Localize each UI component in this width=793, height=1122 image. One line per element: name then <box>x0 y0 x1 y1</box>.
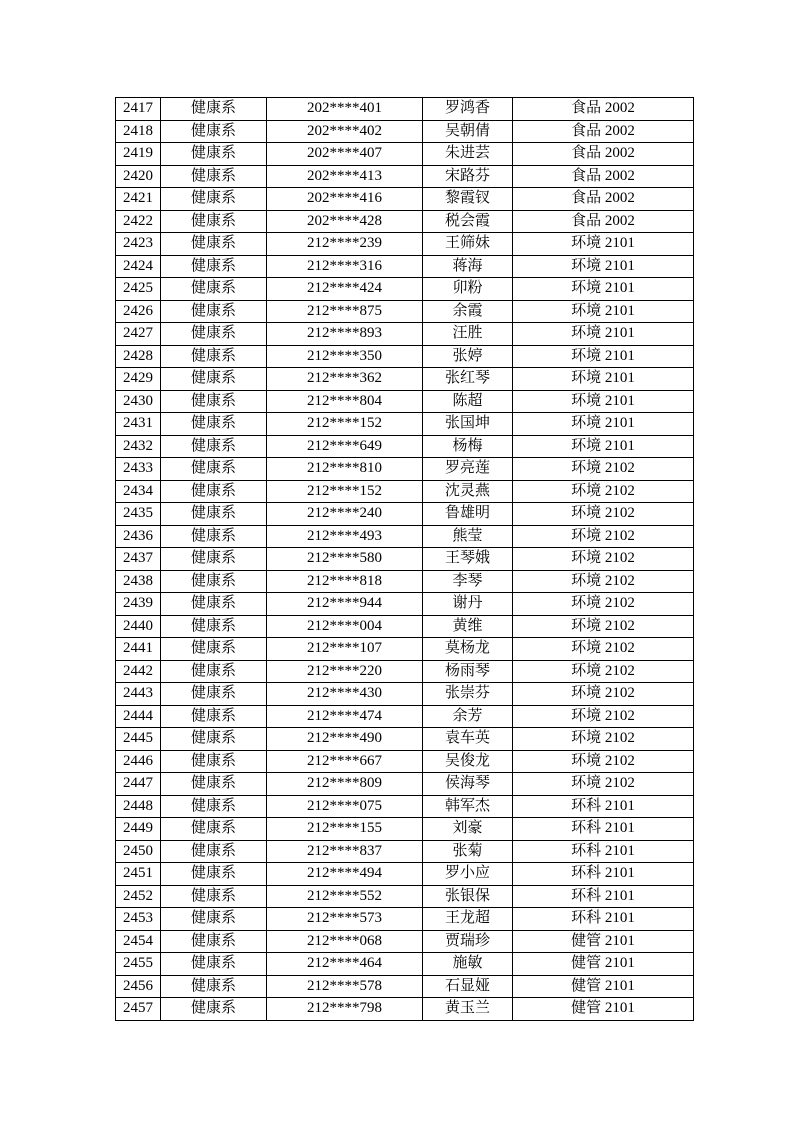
student-name-cell: 王琴娥 <box>423 548 513 571</box>
student-id-cell: 212****649 <box>267 435 423 458</box>
row-number-cell: 2429 <box>116 368 161 391</box>
table-row <box>116 255 694 278</box>
class-name-cell: 食品 2002 <box>513 98 694 121</box>
department-cell: 健康系 <box>161 908 267 931</box>
student-name-cell: 莫杨龙 <box>423 638 513 661</box>
class-name-cell: 环境 2102 <box>513 480 694 503</box>
student-id-cell: 212****350 <box>267 345 423 368</box>
student-name-cell: 施敏 <box>423 953 513 976</box>
row-number-cell: 2433 <box>116 458 161 481</box>
student-id-cell: 212****220 <box>267 660 423 683</box>
department-cell: 健康系 <box>161 570 267 593</box>
class-name-cell: 环境 2102 <box>513 570 694 593</box>
department-cell: 健康系 <box>161 458 267 481</box>
student-name-cell: 张银保 <box>423 885 513 908</box>
row-number-cell: 2445 <box>116 728 161 751</box>
student-name-cell: 税会霞 <box>423 210 513 233</box>
student-name-cell: 王筛妹 <box>423 233 513 256</box>
table-row <box>116 525 694 548</box>
student-id-cell: 212****798 <box>267 998 423 1021</box>
student-id-cell: 212****552 <box>267 885 423 908</box>
row-number-cell: 2434 <box>116 480 161 503</box>
class-name-cell: 食品 2002 <box>513 188 694 211</box>
student-id-cell: 202****428 <box>267 210 423 233</box>
department-cell: 健康系 <box>161 975 267 998</box>
class-name-cell: 食品 2002 <box>513 143 694 166</box>
department-cell: 健康系 <box>161 210 267 233</box>
department-cell: 健康系 <box>161 503 267 526</box>
student-id-cell: 212****155 <box>267 818 423 841</box>
student-name-cell: 刘豪 <box>423 818 513 841</box>
row-number-cell: 2421 <box>116 188 161 211</box>
class-name-cell: 食品 2002 <box>513 120 694 143</box>
student-name-cell: 石显娅 <box>423 975 513 998</box>
student-name-cell: 张菊 <box>423 840 513 863</box>
department-cell: 健康系 <box>161 435 267 458</box>
class-name-cell: 环境 2101 <box>513 300 694 323</box>
department-cell: 健康系 <box>161 143 267 166</box>
department-cell: 健康系 <box>161 998 267 1021</box>
row-number-cell: 2457 <box>116 998 161 1021</box>
row-number-cell: 2448 <box>116 795 161 818</box>
class-name-cell: 健管 2101 <box>513 975 694 998</box>
department-cell: 健康系 <box>161 638 267 661</box>
student-id-cell: 202****401 <box>267 98 423 121</box>
department-cell: 健康系 <box>161 480 267 503</box>
table-row <box>116 345 694 368</box>
table-row <box>116 930 694 953</box>
student-id-cell: 212****474 <box>267 705 423 728</box>
student-name-cell: 李琴 <box>423 570 513 593</box>
table-row <box>116 660 694 683</box>
table-row <box>116 480 694 503</box>
table-row <box>116 818 694 841</box>
student-id-cell: 212****578 <box>267 975 423 998</box>
student-id-cell: 212****430 <box>267 683 423 706</box>
row-number-cell: 2454 <box>116 930 161 953</box>
student-id-cell: 212****240 <box>267 503 423 526</box>
class-name-cell: 环境 2102 <box>513 638 694 661</box>
table-row <box>116 705 694 728</box>
student-name-cell: 余芳 <box>423 705 513 728</box>
department-cell: 健康系 <box>161 165 267 188</box>
row-number-cell: 2420 <box>116 165 161 188</box>
class-name-cell: 食品 2002 <box>513 210 694 233</box>
student-id-cell: 212****837 <box>267 840 423 863</box>
roster-table-body <box>116 98 694 1021</box>
class-name-cell: 环境 2101 <box>513 413 694 436</box>
row-number-cell: 2424 <box>116 255 161 278</box>
class-name-cell: 环境 2102 <box>513 683 694 706</box>
student-id-cell: 202****416 <box>267 188 423 211</box>
row-number-cell: 2436 <box>116 525 161 548</box>
table-row <box>116 908 694 931</box>
class-name-cell: 健管 2101 <box>513 930 694 953</box>
student-id-cell: 202****407 <box>267 143 423 166</box>
table-row <box>116 165 694 188</box>
student-name-cell: 宋路芬 <box>423 165 513 188</box>
class-name-cell: 食品 2002 <box>513 165 694 188</box>
class-name-cell: 环境 2102 <box>513 660 694 683</box>
student-id-cell: 212****316 <box>267 255 423 278</box>
department-cell: 健康系 <box>161 863 267 886</box>
class-name-cell: 环科 2101 <box>513 840 694 863</box>
student-name-cell: 朱进芸 <box>423 143 513 166</box>
class-name-cell: 环境 2102 <box>513 503 694 526</box>
row-number-cell: 2449 <box>116 818 161 841</box>
student-id-cell: 212****068 <box>267 930 423 953</box>
row-number-cell: 2428 <box>116 345 161 368</box>
student-id-cell: 212****573 <box>267 908 423 931</box>
row-number-cell: 2422 <box>116 210 161 233</box>
department-cell: 健康系 <box>161 413 267 436</box>
student-id-cell: 212****464 <box>267 953 423 976</box>
table-row <box>116 998 694 1021</box>
department-cell: 健康系 <box>161 120 267 143</box>
student-name-cell: 罗小应 <box>423 863 513 886</box>
student-name-cell: 侯海琴 <box>423 773 513 796</box>
student-id-cell: 212****809 <box>267 773 423 796</box>
department-cell: 健康系 <box>161 615 267 638</box>
student-name-cell: 罗鸿香 <box>423 98 513 121</box>
student-id-cell: 212****893 <box>267 323 423 346</box>
row-number-cell: 2432 <box>116 435 161 458</box>
class-name-cell: 环境 2101 <box>513 345 694 368</box>
row-number-cell: 2438 <box>116 570 161 593</box>
class-name-cell: 健管 2101 <box>513 998 694 1021</box>
table-row <box>116 98 694 121</box>
class-name-cell: 环境 2102 <box>513 773 694 796</box>
department-cell: 健康系 <box>161 278 267 301</box>
row-number-cell: 2426 <box>116 300 161 323</box>
row-number-cell: 2444 <box>116 705 161 728</box>
row-number-cell: 2431 <box>116 413 161 436</box>
row-number-cell: 2456 <box>116 975 161 998</box>
student-name-cell: 汪胜 <box>423 323 513 346</box>
department-cell: 健康系 <box>161 525 267 548</box>
department-cell: 健康系 <box>161 390 267 413</box>
student-id-cell: 212****804 <box>267 390 423 413</box>
student-id-cell: 212****075 <box>267 795 423 818</box>
department-cell: 健康系 <box>161 300 267 323</box>
student-name-cell: 蒋海 <box>423 255 513 278</box>
department-cell: 健康系 <box>161 818 267 841</box>
row-number-cell: 2451 <box>116 863 161 886</box>
class-name-cell: 环境 2102 <box>513 525 694 548</box>
class-name-cell: 环科 2101 <box>513 818 694 841</box>
table-row <box>116 885 694 908</box>
table-row <box>116 210 694 233</box>
department-cell: 健康系 <box>161 795 267 818</box>
department-cell: 健康系 <box>161 660 267 683</box>
table-row <box>116 638 694 661</box>
table-row <box>116 570 694 593</box>
student-id-cell: 212****810 <box>267 458 423 481</box>
department-cell: 健康系 <box>161 98 267 121</box>
student-name-cell: 罗亮莲 <box>423 458 513 481</box>
department-cell: 健康系 <box>161 548 267 571</box>
row-number-cell: 2446 <box>116 750 161 773</box>
class-name-cell: 环科 2101 <box>513 863 694 886</box>
class-name-cell: 环境 2102 <box>513 750 694 773</box>
table-row <box>116 548 694 571</box>
row-number-cell: 2442 <box>116 660 161 683</box>
department-cell: 健康系 <box>161 728 267 751</box>
department-cell: 健康系 <box>161 593 267 616</box>
class-name-cell: 环境 2102 <box>513 615 694 638</box>
table-row <box>116 435 694 458</box>
student-name-cell: 杨梅 <box>423 435 513 458</box>
student-name-cell: 熊莹 <box>423 525 513 548</box>
department-cell: 健康系 <box>161 885 267 908</box>
class-name-cell: 健管 2101 <box>513 953 694 976</box>
row-number-cell: 2453 <box>116 908 161 931</box>
student-name-cell: 鲁雄明 <box>423 503 513 526</box>
student-id-cell: 212****490 <box>267 728 423 751</box>
student-roster-table <box>115 97 694 1021</box>
department-cell: 健康系 <box>161 368 267 391</box>
student-name-cell: 张婷 <box>423 345 513 368</box>
table-row <box>116 188 694 211</box>
class-name-cell: 环境 2101 <box>513 390 694 413</box>
class-name-cell: 环境 2102 <box>513 548 694 571</box>
department-cell: 健康系 <box>161 188 267 211</box>
student-id-cell: 212****580 <box>267 548 423 571</box>
class-name-cell: 环境 2101 <box>513 368 694 391</box>
student-id-cell: 212****875 <box>267 300 423 323</box>
department-cell: 健康系 <box>161 255 267 278</box>
student-name-cell: 陈超 <box>423 390 513 413</box>
class-name-cell: 环境 2102 <box>513 728 694 751</box>
table-row <box>116 840 694 863</box>
row-number-cell: 2439 <box>116 593 161 616</box>
row-number-cell: 2437 <box>116 548 161 571</box>
table-row <box>116 975 694 998</box>
student-name-cell: 王龙超 <box>423 908 513 931</box>
table-row <box>116 503 694 526</box>
department-cell: 健康系 <box>161 840 267 863</box>
student-id-cell: 212****424 <box>267 278 423 301</box>
table-row <box>116 750 694 773</box>
department-cell: 健康系 <box>161 773 267 796</box>
student-name-cell: 贾瑞珍 <box>423 930 513 953</box>
row-number-cell: 2430 <box>116 390 161 413</box>
table-row <box>116 953 694 976</box>
table-row <box>116 795 694 818</box>
row-number-cell: 2447 <box>116 773 161 796</box>
table-row <box>116 300 694 323</box>
row-number-cell: 2435 <box>116 503 161 526</box>
class-name-cell: 环境 2101 <box>513 278 694 301</box>
student-name-cell: 沈灵燕 <box>423 480 513 503</box>
table-row <box>116 863 694 886</box>
department-cell: 健康系 <box>161 345 267 368</box>
table-row <box>116 615 694 638</box>
department-cell: 健康系 <box>161 750 267 773</box>
student-name-cell: 黎霞钗 <box>423 188 513 211</box>
row-number-cell: 2419 <box>116 143 161 166</box>
student-id-cell: 212****152 <box>267 480 423 503</box>
table-row <box>116 233 694 256</box>
department-cell: 健康系 <box>161 953 267 976</box>
student-name-cell: 谢丹 <box>423 593 513 616</box>
row-number-cell: 2425 <box>116 278 161 301</box>
student-name-cell: 韩军杰 <box>423 795 513 818</box>
row-number-cell: 2452 <box>116 885 161 908</box>
table-row <box>116 278 694 301</box>
table-row <box>116 728 694 751</box>
table-row <box>116 390 694 413</box>
student-id-cell: 212****944 <box>267 593 423 616</box>
student-name-cell: 张国坤 <box>423 413 513 436</box>
class-name-cell: 环境 2102 <box>513 458 694 481</box>
class-name-cell: 环境 2101 <box>513 323 694 346</box>
student-id-cell: 212****494 <box>267 863 423 886</box>
department-cell: 健康系 <box>161 683 267 706</box>
department-cell: 健康系 <box>161 323 267 346</box>
student-id-cell: 212****362 <box>267 368 423 391</box>
student-name-cell: 黄维 <box>423 615 513 638</box>
table-row <box>116 368 694 391</box>
student-name-cell: 黄玉兰 <box>423 998 513 1021</box>
class-name-cell: 环科 2101 <box>513 908 694 931</box>
department-cell: 健康系 <box>161 930 267 953</box>
class-name-cell: 环境 2101 <box>513 255 694 278</box>
class-name-cell: 环境 2101 <box>513 233 694 256</box>
class-name-cell: 环境 2102 <box>513 593 694 616</box>
student-id-cell: 212****152 <box>267 413 423 436</box>
row-number-cell: 2417 <box>116 98 161 121</box>
table-row <box>116 683 694 706</box>
student-id-cell: 202****402 <box>267 120 423 143</box>
department-cell: 健康系 <box>161 705 267 728</box>
row-number-cell: 2450 <box>116 840 161 863</box>
row-number-cell: 2423 <box>116 233 161 256</box>
table-row <box>116 323 694 346</box>
student-id-cell: 212****107 <box>267 638 423 661</box>
student-name-cell: 杨雨琴 <box>423 660 513 683</box>
class-name-cell: 环科 2101 <box>513 885 694 908</box>
table-row <box>116 458 694 481</box>
table-row <box>116 413 694 436</box>
student-name-cell: 袁车英 <box>423 728 513 751</box>
student-id-cell: 212****004 <box>267 615 423 638</box>
student-id-cell: 202****413 <box>267 165 423 188</box>
student-name-cell: 卯粉 <box>423 278 513 301</box>
class-name-cell: 环境 2102 <box>513 705 694 728</box>
table-row <box>116 593 694 616</box>
student-id-cell: 212****239 <box>267 233 423 256</box>
student-id-cell: 212****667 <box>267 750 423 773</box>
row-number-cell: 2418 <box>116 120 161 143</box>
student-id-cell: 212****818 <box>267 570 423 593</box>
student-id-cell: 212****493 <box>267 525 423 548</box>
student-name-cell: 张崇芬 <box>423 683 513 706</box>
student-name-cell: 余霞 <box>423 300 513 323</box>
table-row <box>116 143 694 166</box>
class-name-cell: 环境 2101 <box>513 435 694 458</box>
class-name-cell: 环科 2101 <box>513 795 694 818</box>
student-name-cell: 吴朝倩 <box>423 120 513 143</box>
department-cell: 健康系 <box>161 233 267 256</box>
table-row <box>116 773 694 796</box>
table-row <box>116 120 694 143</box>
row-number-cell: 2440 <box>116 615 161 638</box>
row-number-cell: 2441 <box>116 638 161 661</box>
student-name-cell: 张红琴 <box>423 368 513 391</box>
student-name-cell: 吴俊龙 <box>423 750 513 773</box>
row-number-cell: 2455 <box>116 953 161 976</box>
row-number-cell: 2443 <box>116 683 161 706</box>
row-number-cell: 2427 <box>116 323 161 346</box>
